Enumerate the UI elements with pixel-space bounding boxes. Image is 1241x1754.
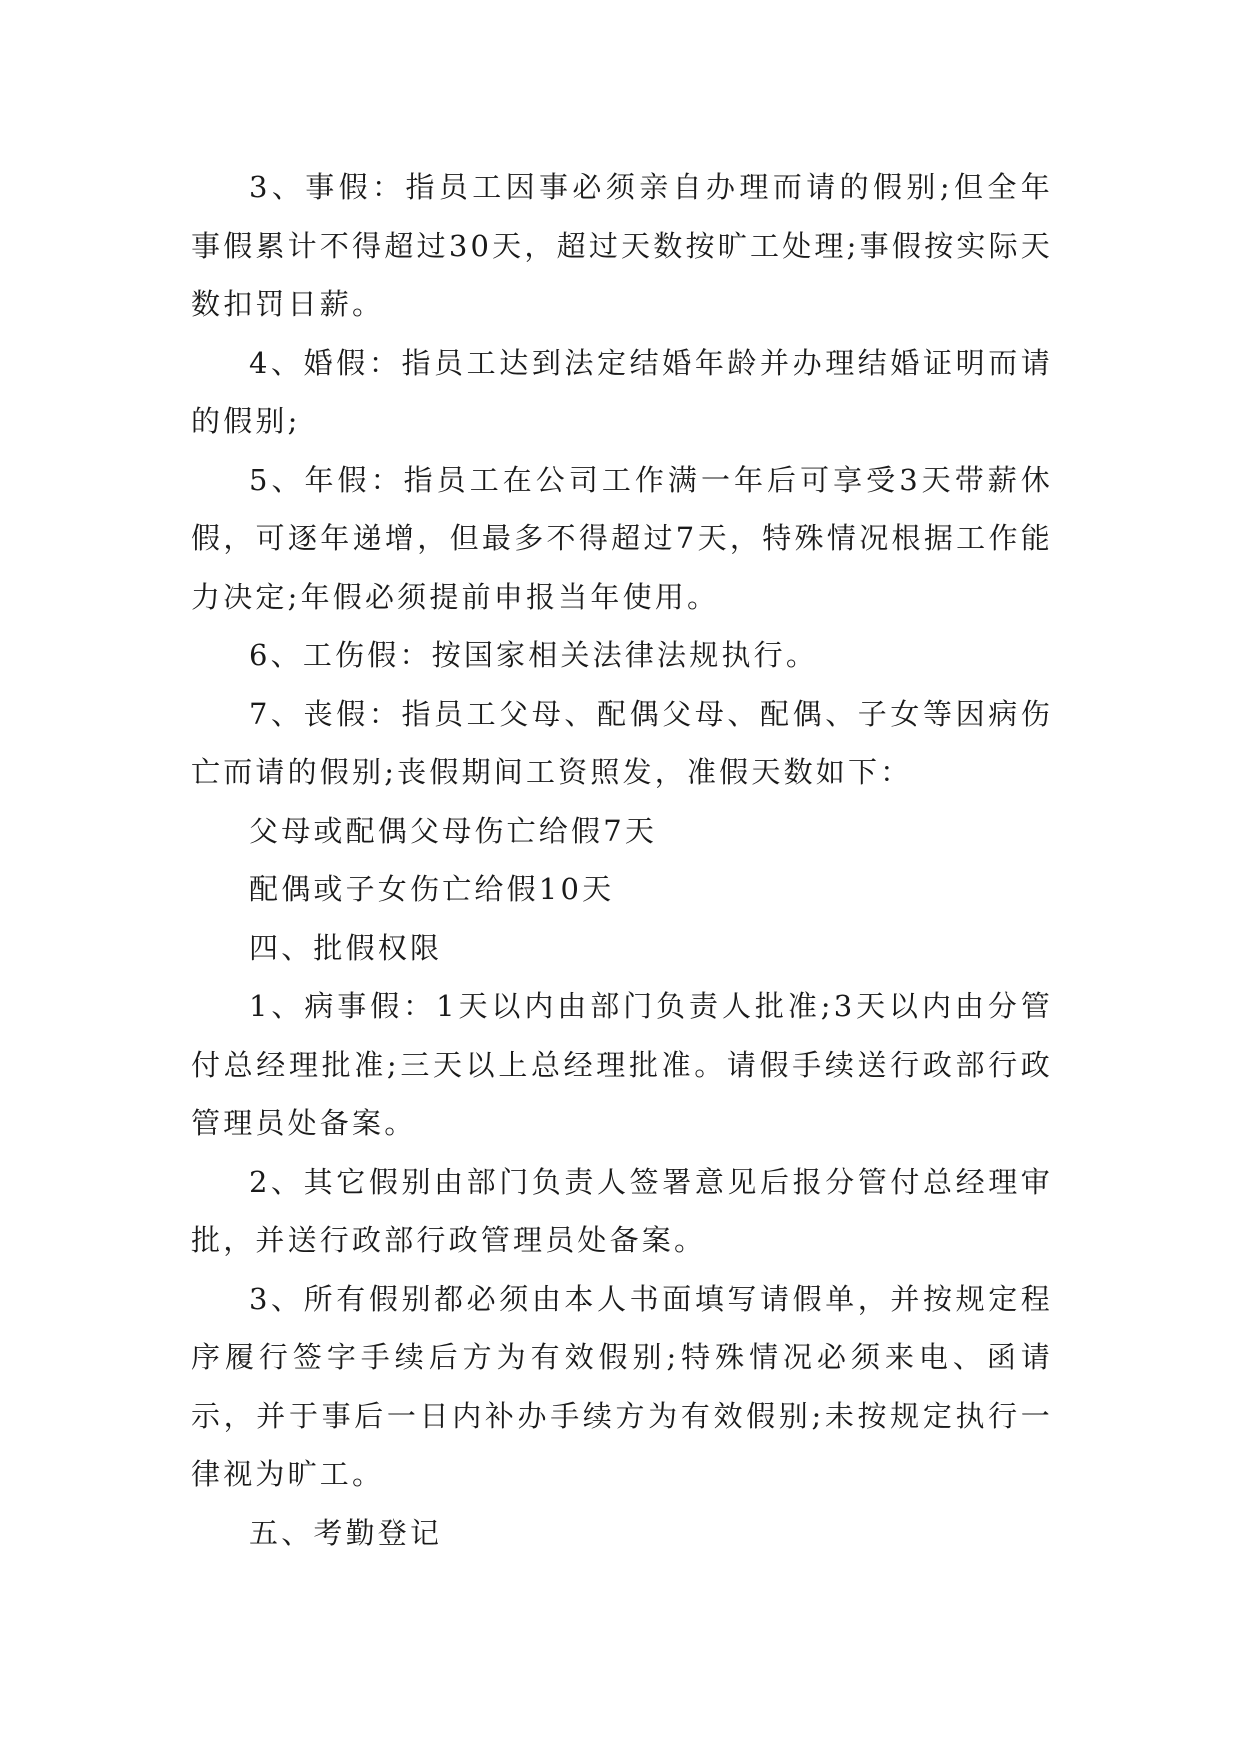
paragraph-other-leave-approval: 2、其它假别由部门负责人签署意见后报分管付总经理审批，并送行政部行政管理员处备案。 xyxy=(191,1164,1053,1257)
paragraph-marriage-leave: 4、婚假：指员工达到法定结婚年龄并办理结婚证明而请的假别; xyxy=(191,345,1053,438)
document-body xyxy=(191,158,1053,1562)
paragraph-bereavement-spouse-children: 配偶或子女伤亡给假10天 xyxy=(249,872,615,906)
paragraph-personal-leave: 3、事假：指员工因事必须亲自办理而请的假别;但全年事假累计不得超过30天，超过天数按旷工处理;事假按实际天数扣罚日薪。 xyxy=(191,170,1053,321)
paragraph-work-injury-leave: 6、工伤假：按国家相关法律法规执行。 xyxy=(249,638,819,672)
paragraph-sick-personal-approval: 1、病事假：1天以内由部门负责人批准;3天以内由分管付总经理批准;三天以上总经理批准。请假手续送行政部行政管理员处备案。 xyxy=(191,989,1053,1140)
section-heading-attendance-registration: 五、考勤登记 xyxy=(249,1515,443,1550)
paragraph-bereavement-parents: 父母或配偶父母伤亡给假7天 xyxy=(249,813,658,848)
paragraph-annual-leave: 5、年假：指员工在公司工作满一年后可享受3天带薪休假，可逐年递增，但最多不得超过7天，特殊情况根据工作能力决定;年假必须提前申报当年使用。 xyxy=(191,462,1053,614)
paragraph-bereavement-leave: 7、丧假：指员工父母、配偶父母、配偶、子女等因病伤亡而请的假别;丧假期间工资照发，准假天数如下： xyxy=(191,696,1053,789)
paragraph-leave-procedure: 3、所有假别都必须由本人书面填写请假单，并按规定程序履行签字手续后方为有效假别;特殊情况必须来电、函请示，并于事后一日内补办手续方为有效假别;未按规定执行一律视为旷工。 xyxy=(191,1281,1053,1491)
section-heading-approval-authority: 四、批假权限 xyxy=(249,930,443,965)
